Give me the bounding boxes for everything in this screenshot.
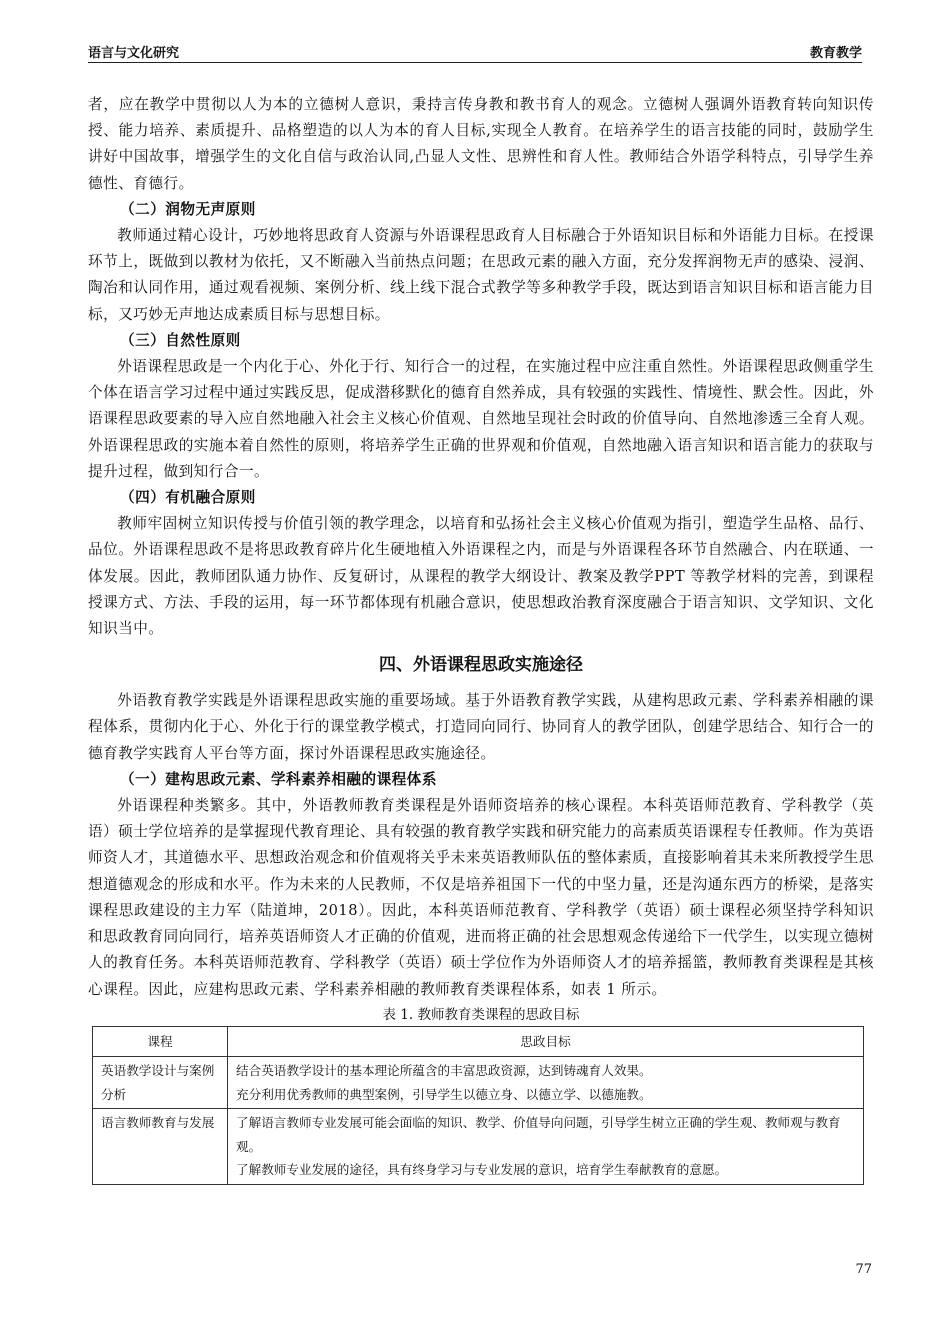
goal-line: 充分利用优秀教师的典型案例，引导学生以德立身、以德立学、以德施教。 [236,1086,652,1102]
goal-line: 了解语言教师专业发展可能会面临的知识、教学、价值导向问题，引导学生树立正确的学生观、教师观与教育观。 [236,1115,841,1154]
subheading-approach-1: （一）建构思政元素、学科素养相融的课程体系 [120,770,437,788]
paragraph-principle-3: 外语课程思政是一个内化于心、外化于行、知行合一的过程，在实施过程中应注重自然性。外语课程思政侧重学生个体在语言学习过程中通过实践反思，促成潜移默化的德育自然养成，具有较强的实践性、情境性、默会性。因此，外语课程思政要素的导入应自然地融入社会主义核心价值观、自然地呈现社会时政的价值导向、自然地渗透三全育人观。外语课程思政的实施本着自然性的原则，将培养学生正确的世界观和价值观，自然地融入语言知识和语言能力的获取与提升过程，做到知行合一。 [88,358,874,480]
header-goal: 思政目标 [228,1026,864,1057]
paragraph-principle-4: 教师牢固树立知识传授与价值引领的教学理念，以培育和弘扬社会主义核心价值观为指引，塑造学生品格、品行、品位。外语课程思政不是将思政教育碎片化生硬地植入外语课程之内，而是与外语课程各环节自然融合、内在联通、一体发展。因此，教师团队通力协作、反复研讨，从课程的教学大纲设计、教案及教学PPT 等教学材料的完善，到课程授课方式、方法、手段的运用，每一环节都体现有机融合意识，使思想政治教育深度融合于语言知识、文学知识、文化知识当中。 [88,515,874,638]
subheading-principle-4: （四）有机融合原则 [120,489,256,507]
goal-cell [228,1109,864,1185]
article-body [88,92,874,1185]
paragraph-approach-1: 外语课程种类繁多。其中，外语教师教育类课程是外语师资培养的核心课程。本科英语师范教育、学科教学（英语）硕士学位培养的是掌握现代教育理论、具有较强的教育教学实践和研究能力的高素质英语课程专任教师。作为英语师资人才，其道德水平、思想政治观念和价值观将关乎未来英语教师队伍的整体素质，直接影响着其未来所教授学生思想道德观念的形成和水平。作为未来的人民教师，不仅是培养祖国下一代的中坚力量，还是沟通东西方的桥梁，是落实课程思政建设的主力军（陆道坤，2018）。因此，本科英语师范教育、学科教学（英语）硕士课程必须坚持学科知识和思政教育同向同行，培养英语师资人才正确的价值观，进而将正确的社会思想观念传递给下一代学生，以实现立德树人的教育任务。本科英语师范教育、学科教学（英语）硕士学位作为外语师资人才的培养摇篮，教师教育类课程是其核心课程。因此，应建构思政元素、学科素养相融的教师教育类课程体系，如表 1 所示。 [88,797,874,998]
section-title: 四、外语课程思政实施途径 [379,655,583,676]
course-cell: 语言教师教育与发展 [93,1109,228,1185]
journal-name: 语言与文化研究 [88,46,180,61]
page-number: 77 [855,1262,872,1277]
goal-cell [228,1057,864,1109]
table-row [93,1057,864,1109]
table-caption: 表 1. 教师教育类课程的思政目标 [382,1006,580,1023]
subheading-principle-2: （二）润物无声原则 [120,200,256,218]
paragraph-principle-2: 教师通过精心设计，巧妙地将思政育人资源与外语课程思政育人目标融合于外语知识目标和外语能力目标。在授课环节上，既做到以教材为依托，又不断融入当前热点问题；在思政元素的融入方面，充分发挥润物无声的感染、浸润、陶冶和认同作用，通过观看视频、案例分析、线上线下混合式教学等多种教学手段，既达到语言知识目标和语言能力目标，又巧妙无声地达成素质目标与思想目标。 [88,227,874,323]
running-header [88,38,862,63]
goal-line: 了解教师专业发展的途径，具有终身学习与专业发展的意识，培育学生奉献教育的意愿。 [236,1162,728,1178]
subheading-principle-3: （三）自然性原则 [120,331,241,349]
course-goals-table [92,1026,864,1185]
goal-line: 结合英语教学设计的基本理论所蕴含的丰富思政资源，达到铸魂育人效果。 [236,1063,652,1079]
course-cell: 英语教学设计与案例分析 [93,1057,228,1109]
paragraph-intro: 者，应在教学中贯彻以人为本的立德树人意识，秉持言传身教和教书育人的观念。立德树人强调外语教育转向知识传授、能力培养、素质提升、品格塑造的以人为本的育人目标,实现全人教育。在培养学生的语言技能的同时，鼓励学生讲好中国故事，增强学生的文化自信与政治认同,凸显人文性、思辨性和育人性。教师结合外语学科特点，引导学生养德性、育德行。 [88,96,874,192]
paragraph-section-intro: 外语教育教学实践是外语课程思政实施的重要场域。基于外语教育教学实践，从建构思政元素、学科素养相融的课程体系，贯彻内化于心、外化于行的课堂教学模式，打造同向同行、协同育人的教学团队，创建学思结合、知行合一的德育教学实践育人平台等方面，探讨外语课程思政实施途径。 [88,692,874,762]
column-name: 教育教学 [809,46,862,61]
table-row [93,1109,864,1185]
header-course: 课程 [93,1026,228,1057]
table-header-row [93,1026,864,1057]
